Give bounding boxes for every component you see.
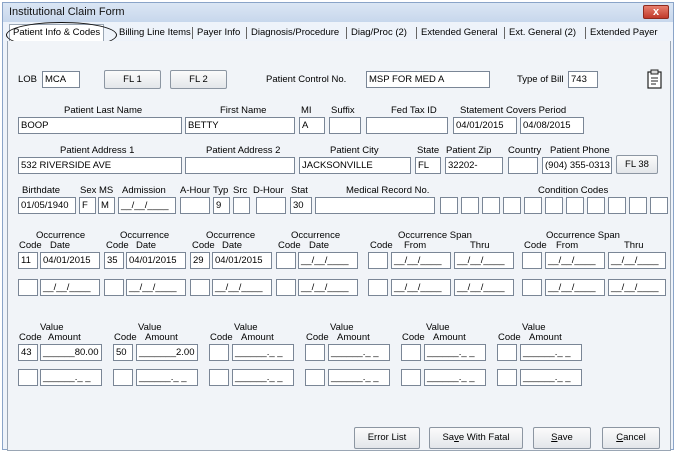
fl2-button[interactable]: FL 2: [170, 70, 227, 89]
occurrence-date-field[interactable]: 04/01/2015: [40, 252, 100, 269]
occurrence-date-field[interactable]: __/__/____: [40, 279, 100, 296]
value-label: Value: [522, 322, 546, 333]
value-code-label: Code: [306, 332, 329, 343]
marital-status-field[interactable]: M: [98, 197, 115, 214]
a-hour-label: A-Hour: [180, 185, 211, 196]
birthdate-field[interactable]: 01/05/1940: [18, 197, 76, 214]
value-amount-label: Amount: [241, 332, 274, 343]
occurrence-code-field[interactable]: [190, 279, 210, 296]
save-mnemonic: S: [551, 432, 558, 443]
patient-zip-field[interactable]: 32202-: [445, 157, 503, 174]
mi-field[interactable]: A: [299, 117, 325, 134]
value-label: Value: [426, 322, 450, 333]
occurrence-code-field[interactable]: 35: [104, 252, 124, 269]
marital-status-label: MS: [99, 185, 114, 196]
patient-city-field[interactable]: JACKSONVILLE: [299, 157, 411, 174]
value-amount-field[interactable]: ______._ _: [40, 369, 102, 386]
tab-strip: [7, 25, 671, 42]
value-amount-field[interactable]: _______2.00: [136, 344, 198, 361]
admission-type-field[interactable]: 9: [213, 197, 230, 214]
tab-patient-info-codes[interactable]: Patient Info & Codes: [9, 24, 104, 42]
value-code-field[interactable]: 50: [113, 344, 133, 361]
value-amount-label: Amount: [337, 332, 370, 343]
value-amount-field[interactable]: ______._ _: [232, 369, 294, 386]
patient-city-label: Patient City: [330, 145, 379, 156]
value-amount-label: Amount: [529, 332, 562, 343]
statement-to-field[interactable]: 04/08/2015: [520, 117, 584, 134]
occurrence-date-label: Date: [50, 240, 71, 251]
tab-divider: [192, 27, 193, 39]
value-amount-field[interactable]: ______._ _: [328, 369, 390, 386]
tab-extended-payer[interactable]: Extended Payer: [590, 27, 658, 38]
occurrence-span-code-field[interactable]: [368, 279, 388, 296]
value-code-label: Code: [402, 332, 425, 343]
occurrence-date-field[interactable]: 04/01/2015: [126, 252, 186, 269]
occurrence-label: Occurrence: [120, 230, 170, 241]
value-code-field[interactable]: [401, 369, 421, 386]
statement-covers-period-label: Statement Covers Period: [460, 105, 567, 116]
occurrence-span-thru-field[interactable]: __/__/____: [454, 279, 514, 296]
first-name-label: First Name: [220, 105, 267, 116]
medical-record-no-field[interactable]: [315, 197, 435, 214]
suffix-field[interactable]: [329, 117, 361, 134]
birthdate-label: Birthdate: [22, 185, 61, 196]
condition-code-field[interactable]: [608, 197, 626, 214]
condition-code-field[interactable]: [524, 197, 542, 214]
condition-code-field[interactable]: [545, 197, 563, 214]
value-code-label: Code: [210, 332, 233, 343]
cancel-mnemonic: C: [616, 432, 624, 443]
sex-field[interactable]: F: [79, 197, 96, 214]
suffix-label: Suffix: [331, 105, 355, 116]
occurrence-span-code-label: Code: [524, 240, 547, 251]
value-code-field[interactable]: [497, 344, 517, 361]
fl1-button[interactable]: FL 1: [104, 70, 161, 89]
patient-address-2-field[interactable]: [185, 157, 295, 174]
occurrence-date-field[interactable]: __/__/____: [212, 279, 272, 296]
value-code-field[interactable]: [18, 369, 38, 386]
condition-code-field[interactable]: [461, 197, 479, 214]
occurrence-span-from-label: From: [404, 240, 427, 251]
mi-label: MI: [301, 105, 312, 116]
tab-divider: [346, 27, 347, 39]
value-amount-field[interactable]: ______._ _: [424, 344, 486, 361]
occurrence-code-label: Code: [19, 240, 42, 251]
value-code-field[interactable]: 43: [18, 344, 38, 361]
occurrence-label: Occurrence: [36, 230, 86, 241]
occurrence-span-code-field[interactable]: [522, 252, 542, 269]
occurrence-date-field[interactable]: __/__/____: [298, 279, 358, 296]
occurrence-span-thru-label: Thru: [624, 240, 644, 251]
tab-diag-proc-2[interactable]: Diag/Proc (2): [351, 27, 407, 38]
fl38-button[interactable]: FL 38: [616, 155, 658, 174]
occurrence-span-code-field[interactable]: [368, 252, 388, 269]
occurrence-span-from-label: From: [556, 240, 579, 251]
error-list-button[interactable]: Error List: [354, 427, 420, 449]
patient-info-panel: [7, 41, 671, 451]
status-field[interactable]: 30: [290, 197, 312, 214]
save-label-rest: ave: [557, 432, 573, 443]
first-name-field[interactable]: BETTY: [185, 117, 295, 134]
occurrence-code-label: Code: [192, 240, 215, 251]
occurrence-span-thru-field[interactable]: __/__/____: [608, 252, 666, 269]
value-amount-label: Amount: [433, 332, 466, 343]
value-code-label: Code: [114, 332, 137, 343]
d-hour-label: D-Hour: [253, 185, 284, 196]
value-code-field[interactable]: [209, 369, 229, 386]
occurrence-span-from-field[interactable]: __/__/____: [391, 279, 451, 296]
occurrence-span-code-field[interactable]: [522, 279, 542, 296]
tab-diagnosis-procedure[interactable]: Diagnosis/Procedure: [251, 27, 340, 38]
tab-payer-info[interactable]: Payer Info: [197, 27, 241, 38]
occurrence-span-from-field[interactable]: __/__/____: [545, 252, 605, 269]
source-label: Src: [233, 185, 248, 196]
value-label: Value: [234, 322, 258, 333]
admission-type-label: Typ: [213, 185, 229, 196]
occurrence-code-field[interactable]: 29: [190, 252, 210, 269]
occurrence-span-thru-field[interactable]: __/__/____: [608, 279, 666, 296]
state-field[interactable]: FL: [415, 157, 441, 174]
country-label: Country: [508, 145, 542, 156]
tab-divider: [416, 27, 417, 39]
occurrence-span-thru-label: Thru: [470, 240, 490, 251]
condition-code-field[interactable]: [587, 197, 605, 214]
value-amount-field[interactable]: ______80.00: [40, 344, 102, 361]
occurrence-date-field[interactable]: 04/01/2015: [212, 252, 272, 269]
country-field[interactable]: [508, 157, 538, 174]
patient-zip-label: Patient Zip: [446, 145, 492, 156]
d-hour-field[interactable]: [256, 197, 286, 214]
patient-last-name-label: Patient Last Name: [64, 105, 143, 116]
patient-phone-label: Patient Phone: [550, 145, 610, 156]
value-amount-field[interactable]: ______._ _: [520, 369, 582, 386]
condition-code-field[interactable]: [629, 197, 647, 214]
occurrence-label: Occurrence: [291, 230, 341, 241]
close-icon: x: [652, 6, 660, 18]
condition-code-field[interactable]: [650, 197, 668, 214]
occurrence-code-label: Code: [278, 240, 301, 251]
patient-address-1-field[interactable]: 532 RIVERSIDE AVE: [18, 157, 182, 174]
occurrence-span-thru-field[interactable]: __/__/____: [454, 252, 514, 269]
value-amount-field[interactable]: ______._ _: [328, 344, 390, 361]
value-amount-field[interactable]: ______._ _: [232, 344, 294, 361]
tab-divider: [246, 27, 247, 39]
value-code-field[interactable]: [305, 369, 325, 386]
patient-last-name-field[interactable]: BOOP: [18, 117, 182, 134]
condition-codes-label: Condition Codes: [538, 185, 609, 196]
patient-control-no-field[interactable]: MSP FOR MED A: [366, 71, 490, 88]
source-field[interactable]: [233, 197, 250, 214]
fed-tax-id-field[interactable]: [366, 117, 448, 134]
occurrence-code-field[interactable]: [18, 279, 38, 296]
admission-date-field[interactable]: __/__/____: [118, 197, 176, 214]
state-label: State: [417, 145, 440, 156]
fed-tax-id-label: Fed Tax ID: [391, 105, 437, 116]
value-code-label: Code: [498, 332, 521, 343]
save-with-fatal-label: Sa: [442, 432, 455, 443]
value-code-label: Code: [19, 332, 42, 343]
value-code-field[interactable]: [113, 369, 133, 386]
occurrence-code-field[interactable]: [276, 252, 296, 269]
lob-field[interactable]: MCA: [42, 71, 80, 88]
occurrence-code-field[interactable]: [104, 279, 124, 296]
save-with-fatal-button[interactable]: [429, 427, 523, 449]
occurrence-span-from-field[interactable]: __/__/____: [545, 279, 605, 296]
value-code-field[interactable]: [497, 369, 517, 386]
cancel-button[interactable]: [602, 427, 660, 449]
patient-address-2-label: Patient Address 2: [206, 145, 281, 156]
title-bar: [3, 3, 673, 22]
type-of-bill-field[interactable]: 743: [568, 71, 598, 88]
occurrence-span-label: Occurrence Span: [398, 230, 472, 241]
condition-code-field[interactable]: [440, 197, 458, 214]
occurrence-code-field[interactable]: 11: [18, 252, 38, 269]
occurrence-code-label: Code: [106, 240, 129, 251]
occurrence-span-label: Occurrence Span: [546, 230, 620, 241]
occurrence-date-field[interactable]: __/__/____: [126, 279, 186, 296]
clipboard-icon[interactable]: [646, 69, 664, 89]
condition-code-field[interactable]: [503, 197, 521, 214]
occurrence-date-label: Date: [309, 240, 330, 251]
condition-code-field[interactable]: [566, 197, 584, 214]
medical-record-no-label: Medical Record No.: [346, 185, 430, 196]
value-amount-field[interactable]: ______._ _: [136, 369, 198, 386]
value-label: Value: [138, 322, 162, 333]
value-amount-label: Amount: [48, 332, 81, 343]
occurrence-code-field[interactable]: [276, 279, 296, 296]
occurrence-span-from-field[interactable]: __/__/____: [391, 252, 451, 269]
value-code-field[interactable]: [209, 344, 229, 361]
claim-form-window: [2, 2, 674, 450]
sex-label: Sex: [80, 185, 97, 196]
occurrence-date-label: Date: [136, 240, 157, 251]
tab-divider: [504, 27, 505, 39]
patient-control-no-label: Patient Control No.: [266, 74, 347, 85]
cancel-label-rest: ancel: [623, 432, 646, 443]
close-button[interactable]: [643, 5, 669, 19]
tab-ext-general-2[interactable]: Ext. General (2): [509, 27, 577, 38]
statement-from-field[interactable]: 04/01/2015: [453, 117, 517, 134]
window-title: Institutional Claim Form: [9, 6, 125, 18]
value-code-field[interactable]: [305, 344, 325, 361]
value-amount-label: Amount: [145, 332, 178, 343]
save-with-fatal-mnemonic: v: [454, 432, 459, 443]
patient-phone-field[interactable]: (904) 355-0313: [542, 157, 612, 174]
value-label: Value: [40, 322, 64, 333]
type-of-bill-label: Type of Bill: [517, 74, 564, 85]
value-amount-field[interactable]: ______._ _: [520, 344, 582, 361]
patient-address-1-label: Patient Address 1: [60, 145, 135, 156]
status-label: Stat: [291, 185, 308, 196]
occurrence-date-field[interactable]: __/__/____: [298, 252, 358, 269]
occurrence-label: Occurrence: [206, 230, 256, 241]
tab-billing-line-items[interactable]: Billing Line Items: [119, 27, 191, 38]
a-hour-field[interactable]: [180, 197, 210, 214]
occurrence-date-label: Date: [222, 240, 243, 251]
condition-code-field[interactable]: [482, 197, 500, 214]
save-with-fatal-label-rest: e With Fatal: [458, 432, 510, 443]
value-amount-field[interactable]: ______._ _: [424, 369, 486, 386]
lob-label: LOB: [18, 74, 38, 85]
tab-divider: [585, 27, 586, 39]
value-code-field[interactable]: [401, 344, 421, 361]
save-button[interactable]: [533, 427, 591, 449]
value-label: Value: [330, 322, 354, 333]
tab-extended-general[interactable]: Extended General: [421, 27, 498, 38]
occurrence-span-code-label: Code: [370, 240, 393, 251]
admission-label: Admission: [122, 185, 166, 196]
